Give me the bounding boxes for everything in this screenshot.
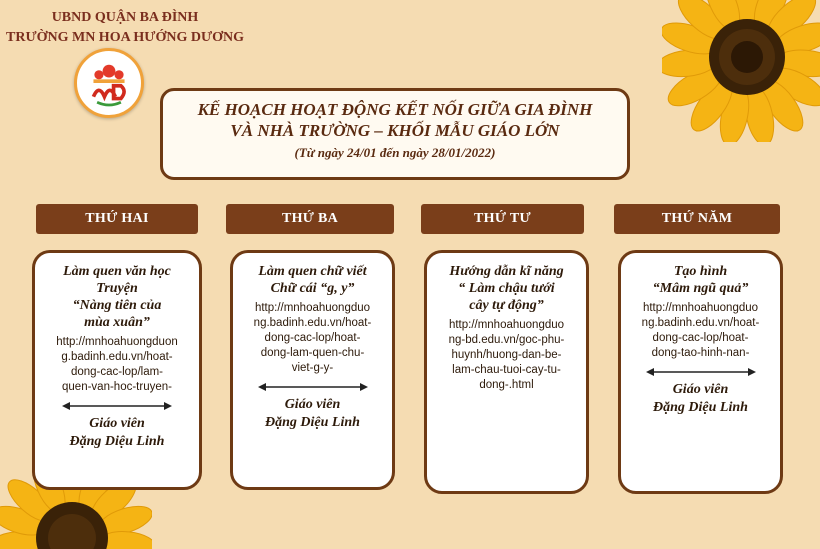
activity-link[interactable]: http://mnhoahuongduo ng.badinh.edu.vn/hoat- dong-cac-lop/hoat- dong-lam-quen-chu- viet-g-y-: [253, 302, 372, 374]
activity-text: “Mâm ngũ quả”: [652, 281, 749, 296]
activity-link[interactable]: http://mnhoahuongduo ng-bd.edu.vn/goc-phu- huynh/huong-dan-be- lam-chau-tuoi-cay-tu- dong-.html: [448, 319, 565, 391]
activity-text: mùa xuân”: [84, 315, 150, 330]
plan-date-range: (Từ ngày 24/01 đến ngày 28/01/2022): [294, 145, 496, 160]
activity-text: “Nàng tiên của: [72, 298, 162, 313]
day-header-thursday: THỨ NĂM: [614, 204, 780, 234]
plan-title-line-2: VÀ NHÀ TRƯỜNG – KHỐI MẪU GIÁO LỚN: [230, 121, 560, 140]
day-header-monday: THỨ HAI: [36, 204, 198, 234]
double-arrow-icon: [258, 382, 368, 392]
teacher-role: Giáo viên: [89, 416, 145, 431]
school-logo-icon: [74, 48, 144, 118]
teacher-role: Giáo viên: [284, 397, 341, 412]
teacher-name: Đặng Diệu Linh: [653, 400, 748, 415]
school-name: TRƯỜNG MN HOA HƯỚNG DƯƠNG: [6, 30, 244, 45]
activity-text: “ Làm chậu tưới: [458, 281, 555, 296]
activity-text: Làm quen văn học: [63, 264, 171, 279]
activity-link[interactable]: http://mnhoahuongduon g.badinh.edu.vn/hoat- dong-cac-lop/lam- quen-van-hoc-truyen-: [56, 336, 178, 393]
activity-text: Làm quen chữ viết: [258, 264, 367, 279]
activity-text: Truyện: [96, 281, 138, 296]
activity-text: cây tự động”: [469, 298, 544, 313]
teacher-name: Đặng Diệu Linh: [69, 434, 165, 449]
activity-card-wednesday: [424, 250, 589, 494]
sunflower-icon: [662, 0, 820, 142]
activity-card-tuesday: [230, 250, 395, 490]
plan-title-line-1: KẾ HOẠCH HOẠT ĐỘNG KẾT NỐI GIỮA GIA ĐÌNH: [197, 100, 593, 119]
activity-text: Tạo hình: [673, 264, 728, 279]
activity-text: Hướng dẫn kĩ năng: [449, 264, 564, 279]
activity-card-thursday: [618, 250, 783, 494]
teacher-role: Giáo viên: [672, 382, 729, 397]
day-header-tuesday: THỨ BA: [226, 204, 394, 234]
activity-link[interactable]: http://mnhoahuongduo ng.badinh.edu.vn/hoat- dong-cac-lop/hoat- dong-tao-hinh-nan-: [641, 302, 760, 359]
double-arrow-icon: [646, 367, 756, 377]
day-header-wednesday: THỨ TƯ: [421, 204, 584, 234]
teacher-name: Đặng Diệu Linh: [265, 415, 360, 430]
school-header: [0, 8, 250, 48]
district-name: UBND QUẬN BA ĐÌNH: [51, 10, 199, 25]
double-arrow-icon: [62, 401, 172, 411]
activity-card-monday: [32, 250, 202, 490]
plan-title-box: [160, 88, 630, 180]
activity-text: Chữ cái “g, y”: [270, 281, 355, 296]
